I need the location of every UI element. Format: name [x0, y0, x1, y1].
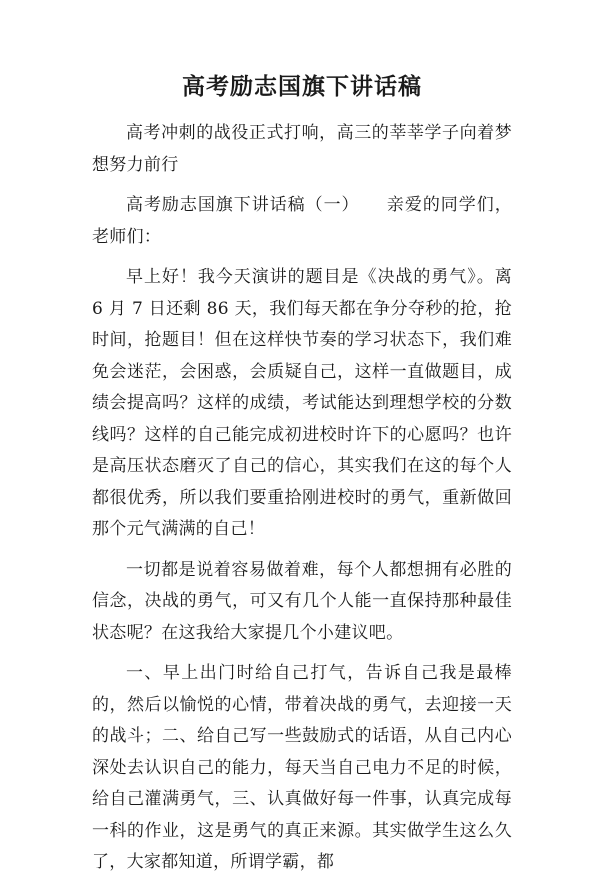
paragraph-greeting: 早上好！我今天演讲的题目是《决战的勇气》。离 6 月 7 日还剩 86 天，我们每天都在争分夺秒的抢，抢时间，抢题目！但在这样快节奏的学习状态下，我们难免会迷茫，会困惑，会质疑自己，这样一直做题目，成绩会提高吗？这样的成绩，考试能达到理想学校的分数线吗？这样的自己能完成初进校时许下的心愿吗？也许是高压状态磨灭了自己的信心，其实我们在这的每个人都很优秀，所以我们要重拾刚进校时的勇气，重新做回那个元气满满的自己！: [92, 267, 512, 539]
paragraph-intro: 高考冲刺的战役正式打响，高三的莘莘学子向着梦想努力前行: [92, 123, 512, 175]
paragraph-transition: 一切都是说着容易做着难，每个人都想拥有必胜的信念，决战的勇气，可又有几个人能一直保持那种最佳状态呢？在这我给大家提几个小建议吧。: [92, 559, 512, 643]
document-title: 高考励志国旗下讲话稿: [182, 73, 422, 100]
paragraph-suggestions: 一、早上出门时给自己打气，告诉自己我是最棒的，然后以愉悦的心情，带着决战的勇气，去迎接一天的战斗；二、给自己写一些鼓励式的话语，从自己内心深处去认识自己的能力，每天当自己电力不足的时候，给自己灌满勇气，三、认真做好每一件事，认真完成每一科的作业，这是勇气的真正来源。其实做学生这么久了，大家都知道，所谓学霸，都: [92, 663, 512, 872]
paragraph-salutation: 高考励志国旗下讲话稿（一） 亲爱的同学们，老师们：: [92, 195, 512, 247]
